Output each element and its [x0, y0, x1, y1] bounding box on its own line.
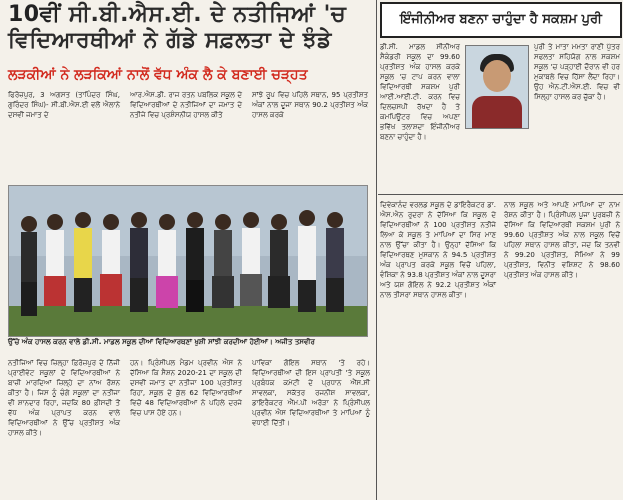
headline-line-2: ਵਿਦਿਆਰਥੀਆਂ ਨੇ ਗੱਡੇ ਸਫ਼ਲਤਾ ਦੇ ਝੰਡੇ: [8, 28, 332, 53]
lower-column-2: ਹਨ। ਪ੍ਰਿੰਸੀਪਲ ਮੈਡਮ ਪ੍ਰਵੀਨ ਐਸ ਨੇ ਦੱਸਿਆ ਕਿ ਸੈਸ਼ਨ 2020-21 ਦਾ ਸਕੂਲ ਦੀ ਦਸਵੀਂ ਜਮਾਤ ਦਾ ਨਤੀਜਾ 100 ਪ੍ਰਤੀਸ਼ਤ ਰਿਹਾ, ਸਕੂਲ ਦੇ ਕੁੱਲ 62 ਵਿਦਿਆਰਥੀਆਂ ਵਿਚੋਂ 48 ਵਿਦਿਆਰਥੀਆਂ ਨੇ ਪਹਿਲੇ ਦਰਜੇ ਵਿਚ ਪਾਸ ਹੋਏ ਹਨ।: [130, 359, 242, 417]
body-column-1: ਦਿਵੇਕਾਨੰਦ ਵਰਲਡ ਸਕੂਲ ਦੇ ਡਾਇਰੈਕਟਰ ਡਾ. ਐਸ.ਐਨ ਰੁਦਰਾ ਨੇ ਦੱਸਿਆ ਕਿ ਸਕੂਲ ਦੇ ਵਿਦਿਆਰਥੀਆਂ ਨੇ 100 ਪ੍ਰਤੀਸ਼ਤ ਨਤੀਜੇ ਲਿਆ ਕੇ ਸਕੂਲ ਤੇ ਮਾਪਿਆਂ ਦਾ ਸਿਰ ਮਾਣ ਨਾਲ ਉੱਚਾ ਕੀਤਾ ਹੈ। ਉਨ੍ਹਾਂ ਦੱਸਿਆ ਕਿ ਵਿਦਿਆਰਥਣ ਮੁਸਕਾਨ ਨੇ 94.5 ਪ੍ਰਤੀਸ਼ਤ ਅੰਕ ਪ੍ਰਾਪਤ ਕਰਕੇ ਸਕੂਲ ਵਿਚੋਂ ਪਹਿਲਾ, ਵੰਸ਼ਿਕਾ ਨੇ 93.8 ਪ੍ਰਤੀਸ਼ਤ ਅੰਕਾਂ ਨਾਲ ਦੂਸਰਾ ਅਤੇ ਯਸ਼ ਗੋਇਲ ਨੇ 92.2 ਪ੍ਰਤੀਸ਼ਤ ਅੰਕਾਂ ਨਾਲ ਤੀਸਰਾ ਸਥਾਨ ਹਾਸਲ ਕੀਤਾ।: [380, 201, 496, 299]
portrait-shirt: [472, 96, 522, 129]
section-divider: [378, 194, 623, 195]
lower-columns: [8, 348, 373, 498]
headline-line-1: [8, 2, 368, 28]
intro-column-2: ਆਰ.ਐਸ.ਡੀ. ਰਾਜ ਰਤਨ ਪਬਲਿਕ ਸਕੂਲ ਦੇ ਵਿਦਿਆਰਥੀਆਂ ਦੇ ਨਤੀਜਿਆਂ ਦਾ ਜਮਾਤ ਦੇ ਨਤੀਜੇ ਵਿਚ ਪ੍ਰਸ਼ੰਸਨੀਯ ਹਾਸਲ ਕੀਤੇ: [130, 91, 242, 119]
headline-line-1-text: ਸੀ.ਬੀ.ਐਸ.ਈ. ਦੇ ਨਤੀਜਿਆਂ 'ਚ: [68, 2, 347, 27]
headline-number: 10ਵੀਂ: [8, 2, 61, 27]
portrait-face: [483, 60, 511, 92]
group-photo: [8, 185, 368, 337]
lower-column-3: ਪਾਵਿਕਾ ਗੋਇਲ ਸਥਾਨ 'ਤੇ ਰਹੇ। ਵਿਦਿਆਰਥੀਆਂ ਦੀ ਇਸ ਪ੍ਰਾਪਤੀ 'ਤੇ ਸਕੂਲ ਪ੍ਰਬੰਧਕ ਕਮੇਟੀ ਦੇ ਪ੍ਰਧਾਨ ਐੱਸ.ਸੀ ਸਾਵਲਕਾ, ਸਕੱਤਰ ਰਜਨੀਸ਼ ਸਾਵਲਕਾ, ਡਾਇਰੈਕਟਰ ਐੱਮ.ਪੀ ਅਰੋੜਾ ਨੇ ਪ੍ਰਿੰਸੀਪਲ ਪ੍ਰਵੀਨ ਐਸ ਵਿਦਿਆਰਥੀਆਂ ਤੇ ਮਾਪਿਆਂ ਨੂੰ ਵਧਾਈ ਦਿੱਤੀ।: [252, 359, 370, 427]
headline: [8, 2, 368, 54]
column-divider: [376, 0, 377, 500]
right-column-right: ਪੁਰੀ ਤੇ ਮਾਤਾ ਮਮਤਾ ਰਾਣੀ ਪੁੱਤਰ ਸਫਲਤਾ ਸਹਿਯੋਗ ਨਾਲ ਸਕਸ਼ਮ ਸਕੂਲ 'ਚ ਪੜ੍ਹਾਈ ਦੌਰਾਨ ਵੀ ਹਰ ਮੁਕਾਬਲੇ ਵਿਚ ਹਿੱਸਾ ਲੈਂਦਾ ਰਿਹਾ। ਉਹ ਐਨ.ਟੀ.ਐਸ.ਈ. ਵਿਚ ਵੀ ਸਿਲ੍ਹਾ ਹਾਸਲ ਕਰ ਚੁੱਕਾ ਹੈ।: [534, 43, 620, 101]
intro-columns: [8, 90, 368, 185]
student-portrait: [465, 45, 529, 129]
photo-caption: ਉੱਚੇ ਅੰਕ ਹਾਸਲ ਕਰਨ ਵਾਲੇ ਡੀ.ਸੀ. ਮਾਡਲ ਸਕੂਲ ਦੀਆਂ ਵਿਦਿਆਰਥਣਾਂ ਖੁਸ਼ੀ ਸਾਂਝੀ ਕਰਦੀਆਂ ਹੋਈਆਂ। ਅਜੀਤ ਤਸਵੀਰ: [8, 338, 315, 346]
right-story: [378, 0, 623, 500]
lower-column-1: ਨਤੀਜਿਆਂ ਵਿਚ ਜ਼ਿਲ੍ਹਾ ਫ਼ਿਰੋਜ਼ਪੁਰ ਦੇ ਨਿੱਜੀ ਪ੍ਰਾਈਵੇਟ ਸਕੂਲਾਂ ਦੇ ਵਿਦਿਆਰਥੀਆਂ ਨੇ ਬਾਜ਼ੀ ਮਾਰਦਿਆਂ ਜ਼ਿਲ੍ਹੇ ਦਾ ਨਾਂਅ ਰੌਸ਼ਨ ਕੀਤਾ ਹੈ। ਜਿਸ ਨੂੰ ਚੰਗੇ ਸਕੂਲਾਂ ਦਾ ਨਤੀਜਾ ਵੀ ਸ਼ਾਨਦਾਰ ਰਿਹਾ, ਜਦਕਿ 80 ਫ਼ੀਸਦੀ ਤੋਂ ਵੱਧ ਅੰਕ ਪ੍ਰਾਪਤ ਕਰਨ ਵਾਲੇ ਵਿਦਿਆਰਥੀਆਂ ਨੇ ਉੱਚ ਪ੍ਰਤੀਸ਼ਤ ਅੰਕ ਹਾਸਲ ਕੀਤੇ।: [8, 359, 120, 437]
body-column-2: ਨਾਲ ਸਕੂਲ ਅਤੇ ਆਪਣੇ ਮਾਪਿਆਂ ਦਾ ਨਾਮ ਰੋਸ਼ਨ ਕੀਤਾ ਹੈ। ਪ੍ਰਿੰਸੀਪਲ ਪੂਜਾ ਪੂਰਬਜ਼ੀ ਨੇ ਦੱਸਿਆ ਕਿ ਵਿਦਿਆਰਥੀ ਸਕਸ਼ਮ ਪੁਰੀ ਨੇ 99.60 ਪ੍ਰਤੀਸ਼ਤ ਅੰਕ ਨਾਲ ਸਕੂਲ ਵਿਚੋਂ ਪਹਿਲਾ ਸਥਾਨ ਹਾਸਲ ਕੀਤਾ, ਜਦ ਕਿ ਤਨਵੀ ਨੇ 99.20 ਪ੍ਰਤੀਸ਼ਤ, ਸੋਮਿਆ ਨੇ 99 ਪ੍ਰਤੀਸ਼ਤ, ਵਿਨੀਤ ਵਸ਼ਿਸ਼ਟ ਨੇ 98.60 ਪ੍ਰਤੀਸ਼ਤ ਅੰਕ ਹਾਸਲ ਕੀਤੇ।: [504, 201, 620, 279]
intro-column-1: ਫਿਰੋਜ਼ਪੁਰ, 3 ਅਗਸਤ (ਤਾਪਿੰਦਰ ਸਿੰਘ, ਗੁਰਿੰਦਰ ਸਿੰਘ)- ਸੀ.ਬੀ.ਐਸ.ਈ ਵਲੋਂ ਐਲਾਨੇ ਦਸਵੀਂ ਜਮਾਤ ਦੇ: [8, 91, 120, 119]
subheadline: ਲੜਕੀਆਂ ਨੇ ਲੜਕਿਆਂ ਨਾਲੋਂ ਵੱਧ ਅੰਕ ਲੈ ਕੇ ਬਣਾਈ ਚੜ੍ਹਤ: [8, 67, 308, 83]
right-headline: ਇੰਜੀਨੀਅਰ ਬਣਨਾ ਚਾਹੁੰਦਾ ਹੈ ਸਕਸ਼ਮ ਪੁਰੀ: [380, 2, 622, 38]
right-column-left: ਡੀ.ਸੀ. ਮਾਡਲ ਸੀਨੀਅਰ ਸੈਕੰਡਰੀ ਸਕੂਲ ਦਾ 99.60 ਪ੍ਰਤੀਸ਼ਤ ਅੰਕ ਹਾਸਲ ਕਰਕੇ ਸਕੂਲ 'ਚ ਟਾਪ ਕਰਨ ਵਾਲਾ ਵਿਦਿਆਰਥੀ ਸਕਸ਼ਮ ਪੁਰੀ ਆਈ.ਆਈ.ਟੀ. ਕਰਨ ਵਿਚ ਦਿਲਚਸਪੀ ਰੱਖਦਾ ਹੈ ਤੇ ਕਮਪਿਊਟਰ ਵਿਚ ਅਪਣਾ ਭਵਿੱਖ ਤਲਾਸ਼ਦਾ ਇੰਜੀਨੀਅਰ ਬਣਨਾ ਚਾਹੁੰਦਾ ਹੈ।: [380, 43, 460, 141]
intro-column-3: ਸਾਂਝੇ ਰੂਪ ਵਿਚ ਪਹਿਲੇ ਸਥਾਨ, 95 ਪ੍ਰਤੀਸ਼ਤ ਅੰਕਾਂ ਨਾਲ ਦੂਜਾ ਸਥਾਨ 90.2 ਪ੍ਰਤੀਸ਼ਤ ਅੰਕ ਹਾਸਲ ਕਰਕੇ: [252, 91, 368, 119]
students-illustration: [9, 186, 367, 336]
